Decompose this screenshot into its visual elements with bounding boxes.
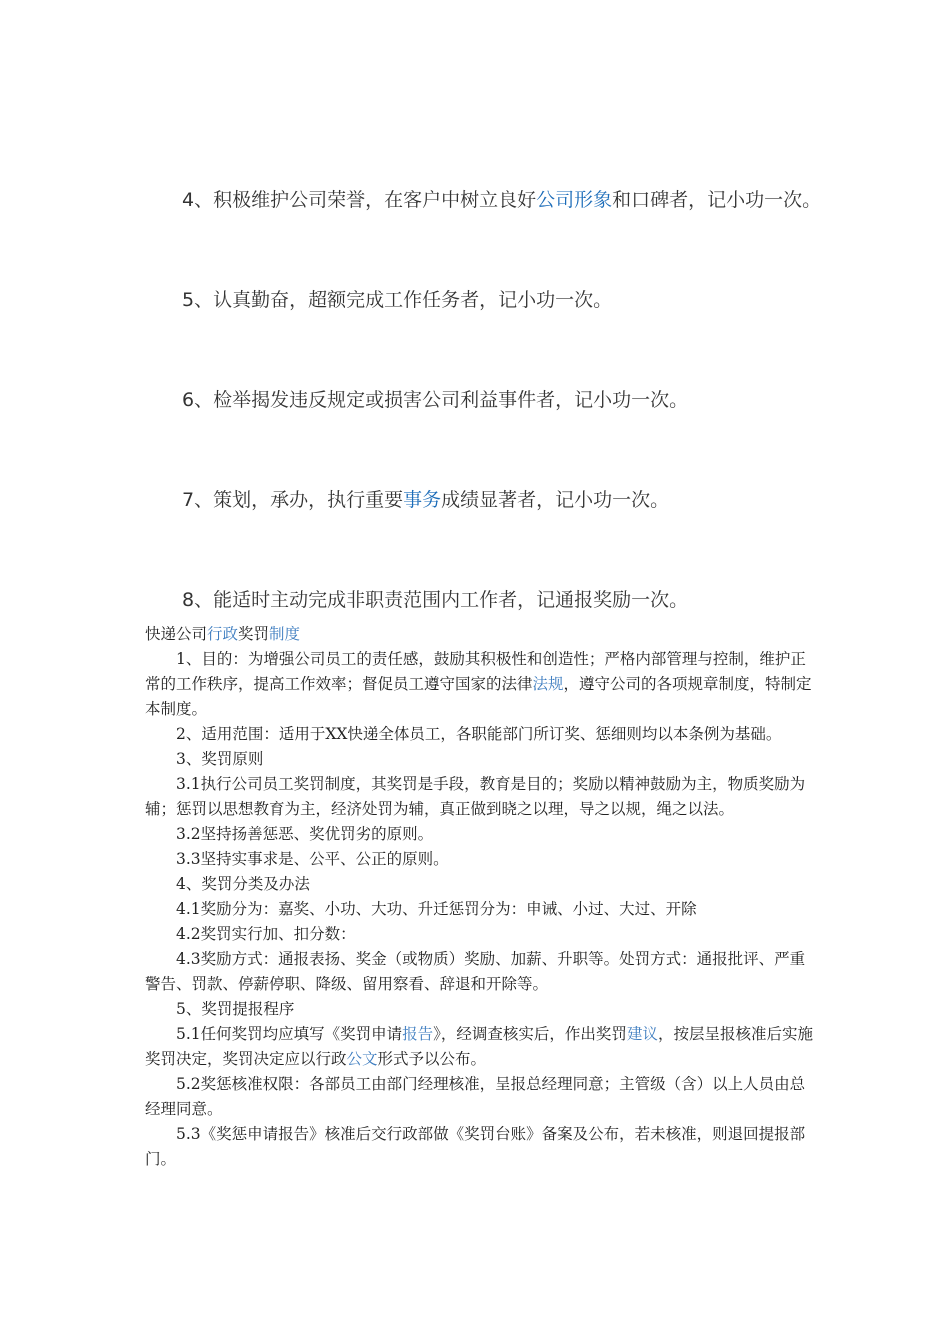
reward-item-5-text: 5、认真勤奋，超额完成工作任务者，记小功一次。	[182, 289, 613, 311]
official-document-link[interactable]: 公文	[346, 1050, 378, 1068]
administration-link[interactable]: 行政	[207, 625, 239, 643]
section-3-2: 3.2坚持扬善惩恶、奖优罚劣的原则。	[176, 825, 434, 843]
section-5-3: 5.3《奖惩申请报告》核准后交行政部做《奖罚台账》备案及公布，若未核准，则退回提报部门。	[145, 1125, 806, 1168]
reward-item-7-text-end: 成绩显著者，记小功一次。	[441, 489, 670, 511]
report-link[interactable]: 报告	[402, 1025, 434, 1043]
section-1-purpose	[145, 647, 815, 722]
company-image-link[interactable]: 公司形象	[536, 189, 613, 211]
reward-item-4	[182, 187, 821, 213]
title-part: 快递公司	[145, 625, 208, 643]
paragraph-text: 5.1任何奖罚均应填写《奖罚申请	[176, 1025, 403, 1043]
reward-item-8	[182, 587, 688, 613]
paragraph-text: 》，经调查核实后，作出奖罚	[433, 1025, 627, 1043]
section-5-2: 5.2奖惩核准权限：各部员工由部门经理核准，呈报总经理同意；主管级（含）以上人员由总经理同意。	[145, 1075, 806, 1118]
section-3-1: 3.1执行公司员工奖罚制度，其奖罚是手段，教育是目的；奖励以精神鼓励为主，物质奖励为辅；惩罚以思想教育为主，经济处罚为辅，真正做到晓之以理，导之以规，绳之以法。	[145, 775, 806, 818]
reward-item-4-text: 4、积极维护公司荣誉，在客户中树立良好	[182, 189, 537, 211]
reward-item-6-text: 6、检举揭发违反规定或损害公司利益事件者，记小功一次。	[182, 389, 689, 411]
paragraph-text: ，按层呈报核准后实施奖罚决定，奖罚决定应以行政	[145, 1025, 813, 1068]
paragraph-text: ，遵守公司的各项规章制度，特制定本制度。	[145, 675, 812, 718]
section-2-scope: 2、适用范围：适用于XX快递全体员工，各职能部门所订奖、惩细则均以本条例为基础。	[176, 725, 782, 743]
system-link[interactable]: 制度	[269, 625, 301, 643]
reward-item-7	[182, 487, 669, 513]
section-5-1	[145, 1022, 815, 1072]
section-3-3: 3.3坚持实事求是、公平、公正的原则。	[176, 850, 449, 868]
regulation-document	[145, 622, 815, 1172]
section-4-heading: 4、奖罚分类及办法	[176, 875, 310, 893]
affairs-link[interactable]: 事务	[403, 489, 442, 511]
title-part: 奖罚	[238, 625, 270, 643]
section-3-heading: 3、奖罚原则	[176, 750, 264, 768]
reward-item-6	[182, 387, 688, 413]
regulations-link[interactable]: 法规	[532, 675, 564, 693]
reward-item-8-text: 8、能适时主动完成非职责范围内工作者，记通报奖励一次。	[182, 589, 689, 611]
section-5-heading: 5、奖罚提报程序	[176, 1000, 295, 1018]
reward-item-7-text: 7、策划，承办，执行重要	[182, 489, 404, 511]
section-4-3: 4.3奖励方式：通报表扬、奖金（或物质）奖励、加薪、升职等。处罚方式：通报批评、严重警告、罚款、停薪停职、降级、留用察看、辞退和开除等。	[145, 950, 806, 993]
reward-item-4-text-end: 和口碑者，记小功一次。	[612, 189, 822, 211]
document-title	[145, 622, 815, 647]
section-4-1: 4.1奖励分为：嘉奖、小功、大功、升迁惩罚分为：申诫、小过、大过、开除	[176, 900, 697, 918]
reward-item-5	[182, 287, 612, 313]
paragraph-text: 形式予以公布。	[377, 1050, 487, 1068]
paragraph-text: 1、目的：为增强公司员工的责任感，鼓励其积极性和创造性；严格内部管理与控制，维护正常的工作秩序，提高工作效率；督促员工遵守国家的法律	[145, 650, 806, 693]
section-4-2: 4.2奖罚实行加、扣分数：	[176, 925, 356, 943]
suggestion-link[interactable]: 建议	[626, 1025, 658, 1043]
